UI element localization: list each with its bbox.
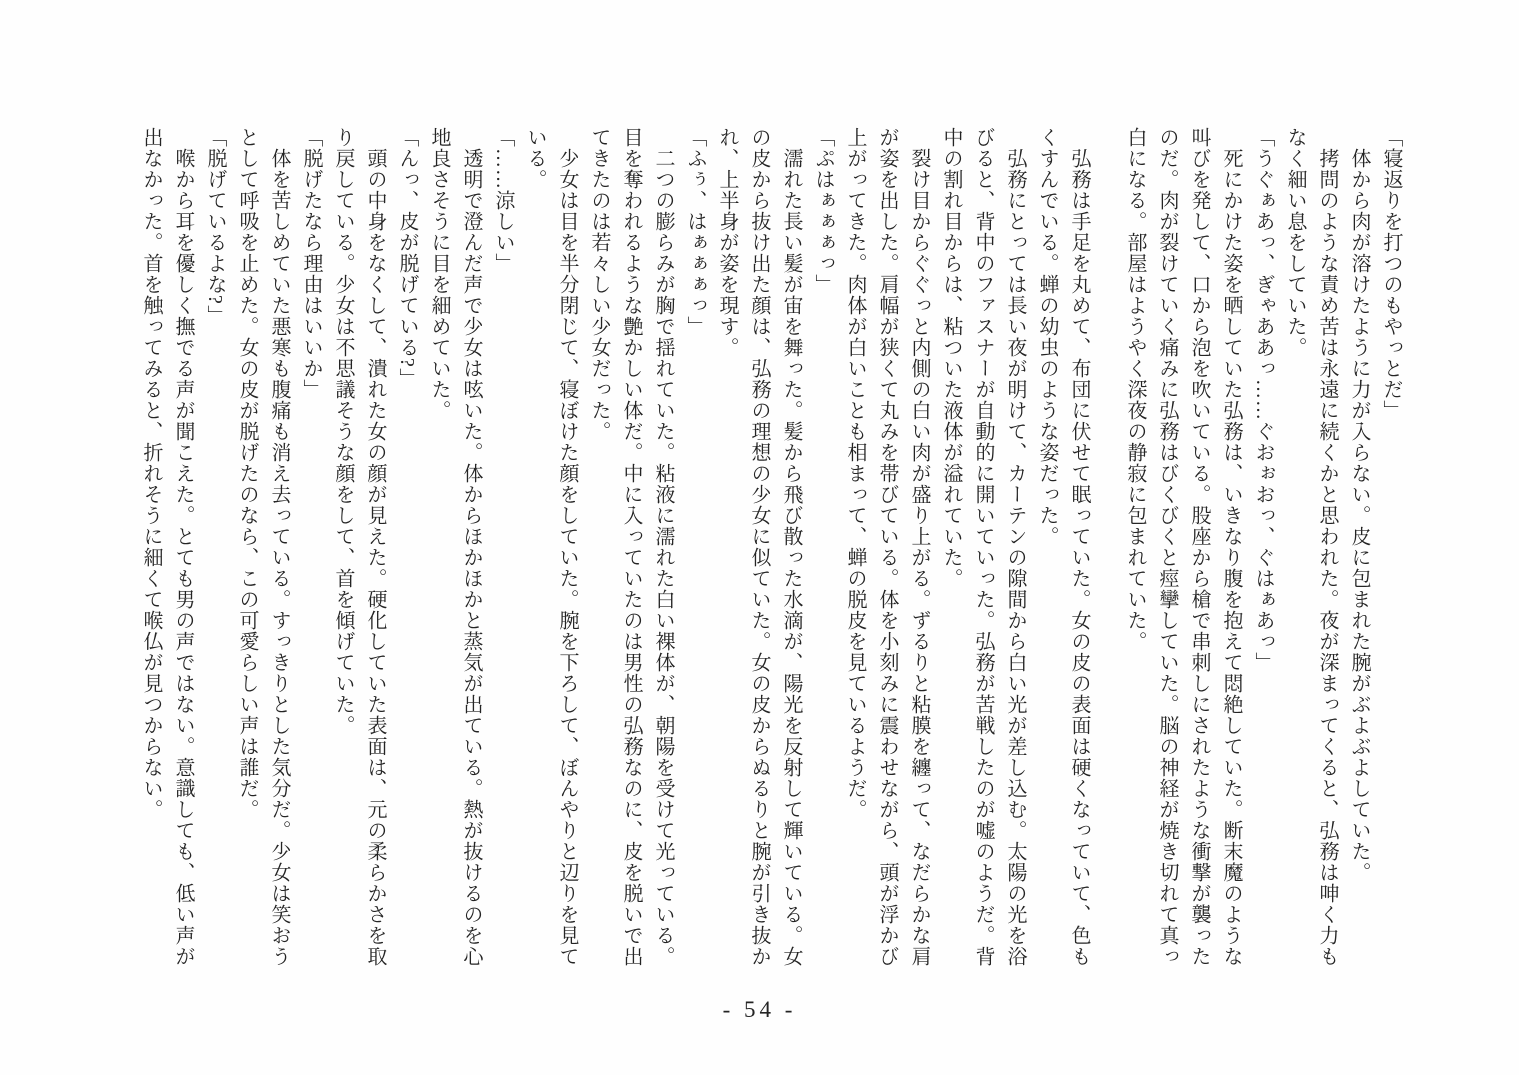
text-line: 体を苦しめていた悪寒も腹痛も消え去っている。すっきりとした気分だ。少女は笑おう — [268, 148, 290, 967]
text-line: り戻している。少女は不思議そうな顔をして、首を傾げていた。 — [332, 127, 354, 736]
text-line: 頭の中身をなくして、潰れた女の顔が見えた。硬化していた表面は、元の柔らかさを取 — [364, 148, 386, 967]
text-line: 「んっ、皮が脱げている?」 — [396, 127, 418, 389]
text-line: 「脱げたなら理由はいいか」 — [300, 127, 322, 400]
text-line: 「うぐぁあっ、ぎゃああっ……ぐおぉおっ、ぐはぁあっ」 — [1252, 127, 1274, 673]
text-line: のだ。肉が裂けていく痛みに弘務はびくびくと痙攣していた。脳の神経が焼き切れて真っ — [1156, 127, 1178, 967]
text-line: 「脱げているよな?」 — [204, 127, 226, 326]
text-line: 「……涼しい」 — [492, 127, 514, 274]
text-line: 裂け目からぐぐっと内側の白い肉が盛り上がる。ずるりと粘膜を纏って、なだらかな肩 — [908, 148, 930, 967]
text-line: 二つの膨らみが胸で揺れていた。粘液に濡れた白い裸体が、朝陽を受けて光っている。 — [652, 148, 674, 967]
text-line: てきたのは若々しい少女だった。 — [588, 127, 610, 442]
text-line: 弘務は手足を丸めて、布団に伏せて眠っていた。女の皮の表面は硬くなっていて、色も — [1068, 148, 1090, 967]
text-line: として呼吸を止めた。女の皮が脱げたのなら、この可愛らしい声は誰だ。 — [236, 127, 258, 820]
text-line: 体から肉が溶けたように力が入らない。皮に包まれた腕がぶよぶよしていた。 — [1348, 148, 1370, 883]
text-line: なく細い息をしていた。 — [1284, 127, 1306, 358]
text-line: 濡れた長い髪が宙を舞った。髪から飛び散った水滴が、陽光を反射して輝いている。女 — [780, 148, 802, 967]
text-line: 白になる。部屋はようやく深夜の静寂に包まれていた。 — [1124, 127, 1146, 652]
text-line: びると、背中のファスナーが自動的に開いていった。弘務が苦戦したのが嘘のようだ。背 — [972, 127, 994, 967]
text-line: 喉から耳を優しく撫でる声が聞こえた。とても男の声ではない。意識しても、低い声が — [172, 148, 194, 967]
text-line: 透明で澄んだ声で少女は呟いた。体からほかほかと蒸気が出ている。熱が抜けるのを心 — [460, 148, 482, 967]
text-line: 叫びを発して、口から泡を吹いている。股座から槍で串刺しにされたような衝撃が襲った — [1188, 127, 1210, 967]
page-number: - 54 - — [722, 997, 797, 1022]
text-line: 出なかった。首を触ってみると、折れそうに細くて喉仏が見つからない。 — [140, 127, 162, 820]
text-line: が姿を出した。肩幅が狭くて丸みを帯びている。体を小刻みに震わせながら、頭が浮かび — [876, 127, 898, 967]
text-line: 死にかけた姿を晒していた弘務は、いきなり腹を抱えて悶絶していた。断末魔のような — [1220, 148, 1242, 967]
text-line: 「寝返りを打つのもやっとだ」 — [1380, 127, 1402, 421]
text-line: 中の割れ目からは、粘ついた液体が溢れていた。 — [940, 127, 962, 589]
text-line: 弘務にとっては長い夜が明けて、カーテンの隙間から白い光が差し込む。太陽の光を浴 — [1004, 148, 1026, 967]
text-line: 地良さそうに目を細めていた。 — [428, 127, 450, 421]
text-line: の皮から抜け出た顔は、弘務の理想の少女に似ていた。女の皮からぬるりと腕が引き抜か — [748, 127, 770, 967]
text-line: 「ぷはぁぁぁっ」 — [812, 127, 834, 295]
text-line: いる。 — [524, 127, 546, 190]
text-line: 少女は目を半分閉じて、寝ぼけた顔をしていた。腕を下ろして、ぼんやりと辺りを見て — [556, 148, 578, 967]
text-line: 上がってきた。肉体が白いことも相まって、蝉の脱皮を見ているようだ。 — [844, 127, 866, 820]
text-line: 拷問のような責め苦は永遠に続くかと思われた。夜が深まってくると、弘務は呻く力も — [1316, 148, 1338, 967]
text-body — [135, 127, 1407, 971]
text-line: くすんでいる。蝉の幼虫のような姿だった。 — [1036, 127, 1058, 547]
text-line: れ、上半身が姿を現す。 — [716, 127, 738, 358]
text-line: 目を奪われるような艶かしい体だ。中に入っていたのは男性の弘務なのに、皮を脱いで出 — [620, 127, 642, 967]
text-line: 「ふぅ、はぁぁぁっ」 — [684, 127, 706, 337]
